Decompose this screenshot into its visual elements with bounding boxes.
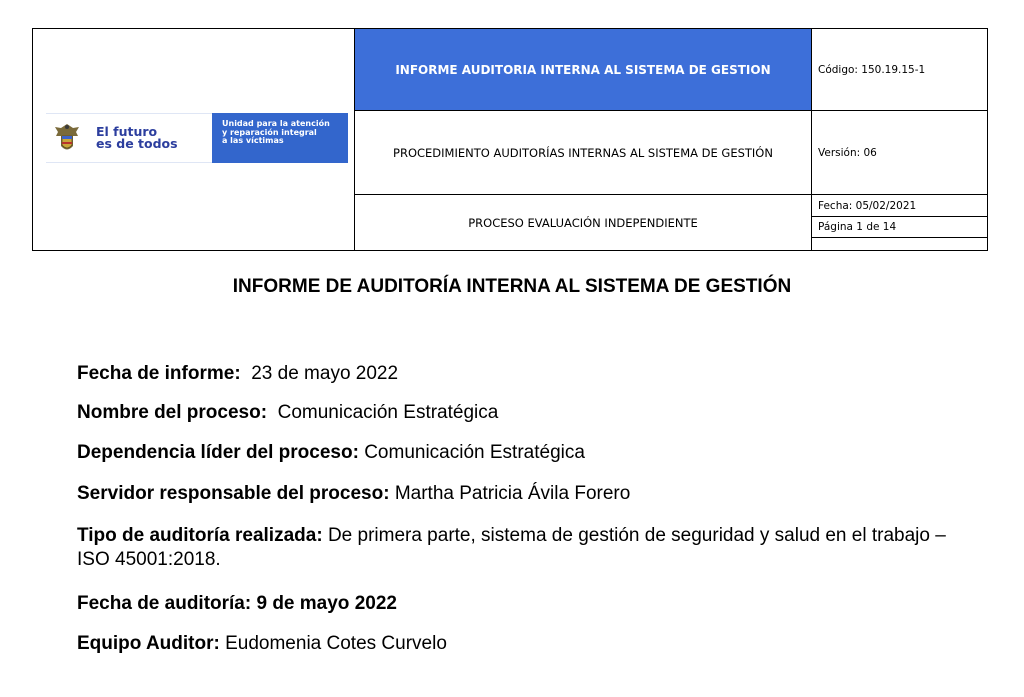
colombia-coat-of-arms-icon (52, 122, 82, 154)
field-lead-department (77, 441, 957, 465)
slogan-line-2: es de todos (96, 136, 178, 151)
field-process-name (77, 401, 957, 425)
field-responsible-officer (77, 482, 957, 506)
slogan-line-1: El futuro (96, 124, 158, 139)
procedure-cell (355, 111, 812, 195)
unit-line-2: y reparación integral (222, 127, 317, 137)
logo-cell (33, 29, 355, 250)
page-number: Página 1 de 14 (818, 221, 897, 233)
document-version: Versión: 06 (818, 146, 877, 159)
field-label: Nombre del proceso: (77, 402, 268, 423)
field-report-date (77, 362, 957, 386)
slogan-text (96, 126, 178, 150)
unit-line-1: Unidad para la atención (222, 119, 330, 128)
document-code: Código: 150.19.15-1 (818, 63, 926, 76)
code-cell (812, 29, 987, 111)
procedure-name: PROCEDIMIENTO AUDITORÍAS INTERNAS AL SISTEMA DE GESTIÓN (393, 145, 773, 160)
field-audit-team (77, 632, 957, 656)
field-label: Equipo Auditor: (77, 633, 220, 654)
field-label: Dependencia líder del proceso: (77, 442, 359, 463)
field-audit-type (77, 524, 957, 572)
institution-logo (46, 113, 348, 163)
page-cell (812, 217, 987, 238)
logo-slogan-block (46, 113, 212, 163)
field-value: 23 de mayo 2022 (251, 363, 399, 384)
field-label: Servidor responsable del proceso: (77, 483, 390, 504)
field-value: De primera parte, sistema de gestión de seguridad y salud en el trabajo – ISO 45001:2018. (77, 525, 946, 570)
unit-name-block (212, 113, 348, 163)
field-value: Comunicación Estratégica (364, 442, 585, 463)
unit-line-3: a las víctimas (222, 136, 284, 145)
document-date: Fecha: 05/02/2021 (818, 199, 917, 212)
process-cell (355, 195, 812, 250)
document-header-table (32, 28, 988, 251)
report-title-cell (355, 29, 812, 111)
document-title: INFORME DE AUDITORÍA INTERNA AL SISTEMA DE GESTIÓN (232, 276, 792, 297)
field-value: Martha Patricia Ávila Forero (394, 483, 631, 504)
field-label: Fecha de informe: (77, 363, 241, 384)
field-audit-date (77, 592, 957, 616)
field-value: Comunicación Estratégica (277, 402, 499, 423)
process-name: PROCESO EVALUACIÓN INDEPENDIENTE (468, 215, 698, 230)
version-cell (812, 111, 987, 195)
field-label: Fecha de auditoría: 9 de mayo 2022 (77, 593, 397, 614)
field-value: Eudomenia Cotes Curvelo (225, 633, 447, 654)
report-title: INFORME AUDITORIA INTERNA AL SISTEMA DE GESTION (395, 62, 771, 77)
field-label: Tipo de auditoría realizada: (77, 525, 323, 546)
date-cell (812, 195, 987, 217)
